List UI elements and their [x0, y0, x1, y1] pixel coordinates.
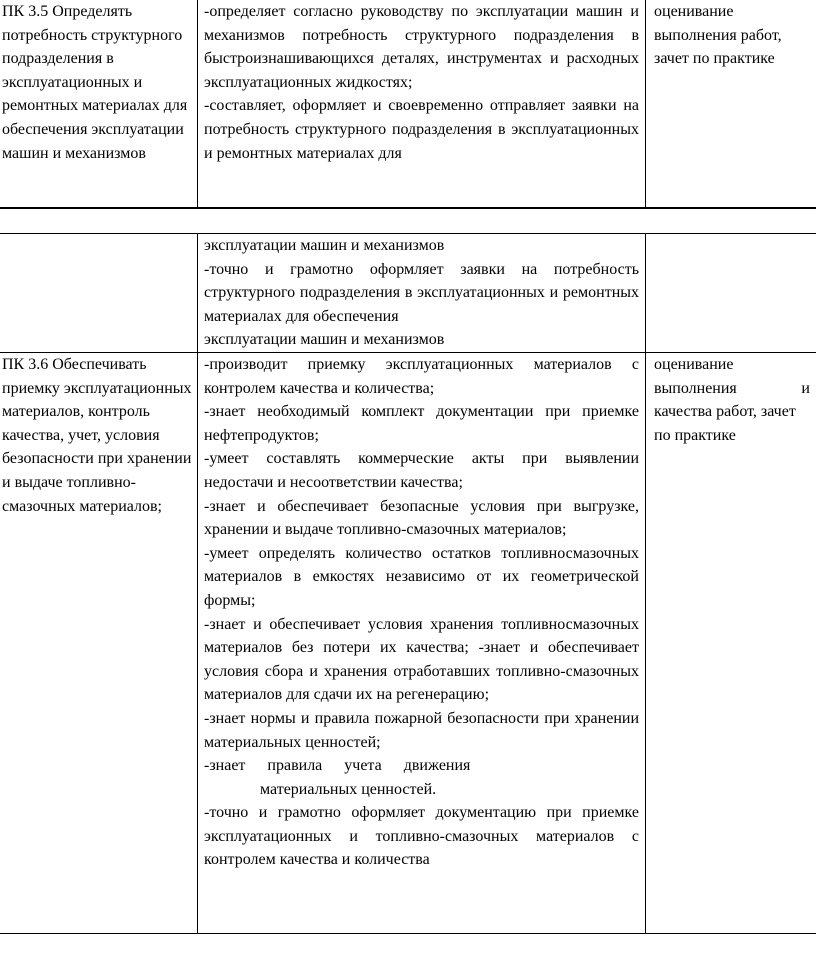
assessment-cell — [646, 353, 816, 934]
assessment-text: оценивание выполнения и — [654, 356, 810, 397]
competence-table-part1 — [0, 0, 816, 208]
indicators-cell — [198, 0, 646, 208]
assessment-text: оценивание выполнения работ, зачет по практике — [654, 3, 782, 68]
indicator-item: -умеет составлять коммерческие акты при выявлении недостачи и несоответствии качества; — [204, 450, 639, 491]
indicator-item: -определяет согласно руководству по эксплуатации машин и механизмов потребность структурного подразделения в быстроизнашивающихся деталях, инструментах и расходных эксплуатационных жидкостях; — [204, 3, 639, 91]
competence-text: ПК 3.6 Обеспечивать приемку эксплуатационных материалов, контроль качества, учет, условия безопасности при хранении и выдаче топливно-смазочных материалов; — [2, 356, 192, 515]
competence-text: ПК 3.5 Определять потребность структурного подразделения в эксплуатационных и ремонтных материалах для обеспечения эксплуатации машин и механизмов — [2, 3, 188, 162]
indicator-item: -производит приемку эксплуатационных материалов с контролем качества и количества; — [204, 356, 639, 397]
indicator-item: -знает правила учета движения — [204, 757, 471, 775]
assessment-cell — [646, 0, 816, 208]
competence-cell — [0, 0, 198, 208]
competence-cell — [0, 353, 198, 934]
indicator-item: -знает и обеспечивает условия хранения топливносмазочных материалов без потери их качества; -знает и обеспечивает условия сбора и хранения отработавших топливно-смазочных материалов для сдачи их на регенерацию; — [204, 615, 639, 704]
indicator-item: -знает нормы и правила пожарной безопасности при хранении материальных ценностей; — [204, 709, 639, 751]
competence-table-part2 — [0, 233, 816, 934]
indicator-item: -умеет определять количество остатков топливносмазочных материалов в емкостях независимо от их геометрической формы; — [204, 544, 639, 609]
assessment-text: качества работ, зачет по практике — [654, 403, 796, 444]
indicator-item: эксплуатации машин и механизмов — [204, 237, 445, 254]
indicator-item: -составляет, оформляет и своевременно отправляет заявки на потребность структурного подразделения в эксплуатационных и ремонтных материалах для — [204, 97, 639, 162]
assessment-cell — [646, 234, 816, 353]
page-break-gap — [0, 208, 816, 234]
indicator-item: -знает и обеспечивает безопасные условия при выгрузке, хранении и выдаче топливно-смазочных материалов; — [204, 497, 639, 539]
indicator-item: -точно и грамотно оформляет документацию при приемке эксплуатационных и топливно-смазочных материалов с контролем качества и количества — [204, 804, 639, 869]
table-row — [0, 0, 816, 208]
indicators-cell — [198, 353, 646, 934]
table-row — [0, 353, 816, 934]
indicator-item: эксплуатации машин и механизмов — [204, 331, 445, 349]
indicators-cell — [198, 234, 646, 353]
indicator-item: -знает необходимый комплект документации при приемке нефтепродуктов; — [204, 403, 639, 444]
indicator-item: материальных ценностей. — [260, 780, 437, 798]
indicator-item: -точно и грамотно оформляет заявки на потребность структурного подразделения в эксплуатационных и ремонтных материалах для обеспечения — [204, 260, 639, 325]
table-row — [0, 234, 816, 353]
competence-cell — [0, 234, 198, 353]
